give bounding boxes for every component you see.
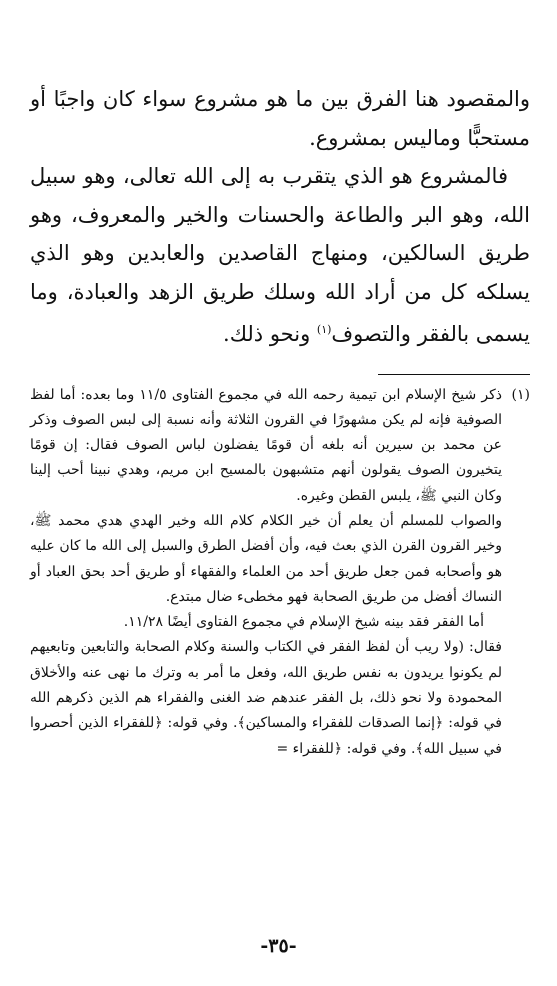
footnotes (30, 383, 530, 762)
footnote-paragraph-1: ذكر شيخ الإسلام ابن تيمية رحمه الله في مجموع الفتاوى ١١/٥ وما بعده: أما لفظ الصوفية فإنه لم يكن مشهورًا في القرون الثلاثة وأنه نسبة إلى لبس الصوف وذكر عن محمد بن سيرين أنه بلغه أن قومًا يفضلون لباس الصوف فقال: إن قومًا يتخيرون الصوف يقولون أنهم متشبهون بالمسيح ابن مريم، وهدي نبينا أحب إلينا وكان النبي ﷺ، يلبس القطن وغيره. (30, 386, 502, 504)
footnote-1 (30, 383, 530, 762)
main-paragraph-2-text: فالمشروع هو الذي يتقرب به إلى الله تعالى، وهو سبيل الله، وهو البر والطاعة والحسنات والخير والمعروف، وهو طريق السالكين، ومنهاج القاصدين والعابدين وهو الذي يسلكه كل من أراد الله وسلك طريق الزهد والعبادة، وما يسمى بالفقر والتصوف (30, 164, 530, 346)
footnote-marker: (١) (511, 386, 530, 403)
main-paragraph-2 (30, 157, 530, 354)
main-text (30, 80, 530, 354)
footnote-paragraph-3: أما الفقر فقد بينه شيخ الإسلام في مجموع الفتاوى أيضًا ١١/٢٨. (123, 614, 484, 631)
footnote-paragraph-4: فقال: (ولا ريب أن لفظ الفقر في الكتاب والسنة وكلام الصحابة والتابعين وتابعيهم لم يكونوا يريدون به نفس طريق الله، وفعل ما أمر به وترك ما نهى عنه والأخلاق المحمودة ولا نحو ذلك، بل الفقر عندهم ضد الغنى والفقراء هم الذين ذكرهم الله في قوله: ﴿إنما الصدقات للفقراء والمساكين﴾. وفي قوله: ﴿للفقراء الذين أحصروا في سبيل الله﴾. وفي قوله: ﴿للفقراء = (30, 639, 502, 757)
footnote-separator (378, 374, 530, 375)
main-paragraph-2-closing: ونحو ذلك. (223, 322, 317, 346)
footnote-body (30, 383, 502, 762)
page-number: -٣٥- (260, 935, 297, 957)
main-paragraph-1: والمقصود هنا الفرق بين ما هو مشروع سواء كان واجبًا أو مستحبًّا وماليس بمشروع. (30, 87, 530, 150)
page-body (30, 80, 530, 762)
footnote-paragraph-2: والصواب للمسلم أن يعلم أن خير الكلام كلام الله وخير الهدي هدي محمد ﷺ، وخير القرون القرن الذي بعث فيه، وأن أفضل الطرق والسبل إلى الله ما كان عليه هو وأصحابه فمن جعل طريق أحد من العلماء والفقهاء أو طريق أحد بحق العباد أو النساك أفضل من طريق الصحابة فهو مخطىء ضال مبتدع. (30, 512, 502, 605)
footnote-reference[interactable]: (١) (316, 323, 332, 336)
footnote-separator-wrap (30, 374, 530, 375)
